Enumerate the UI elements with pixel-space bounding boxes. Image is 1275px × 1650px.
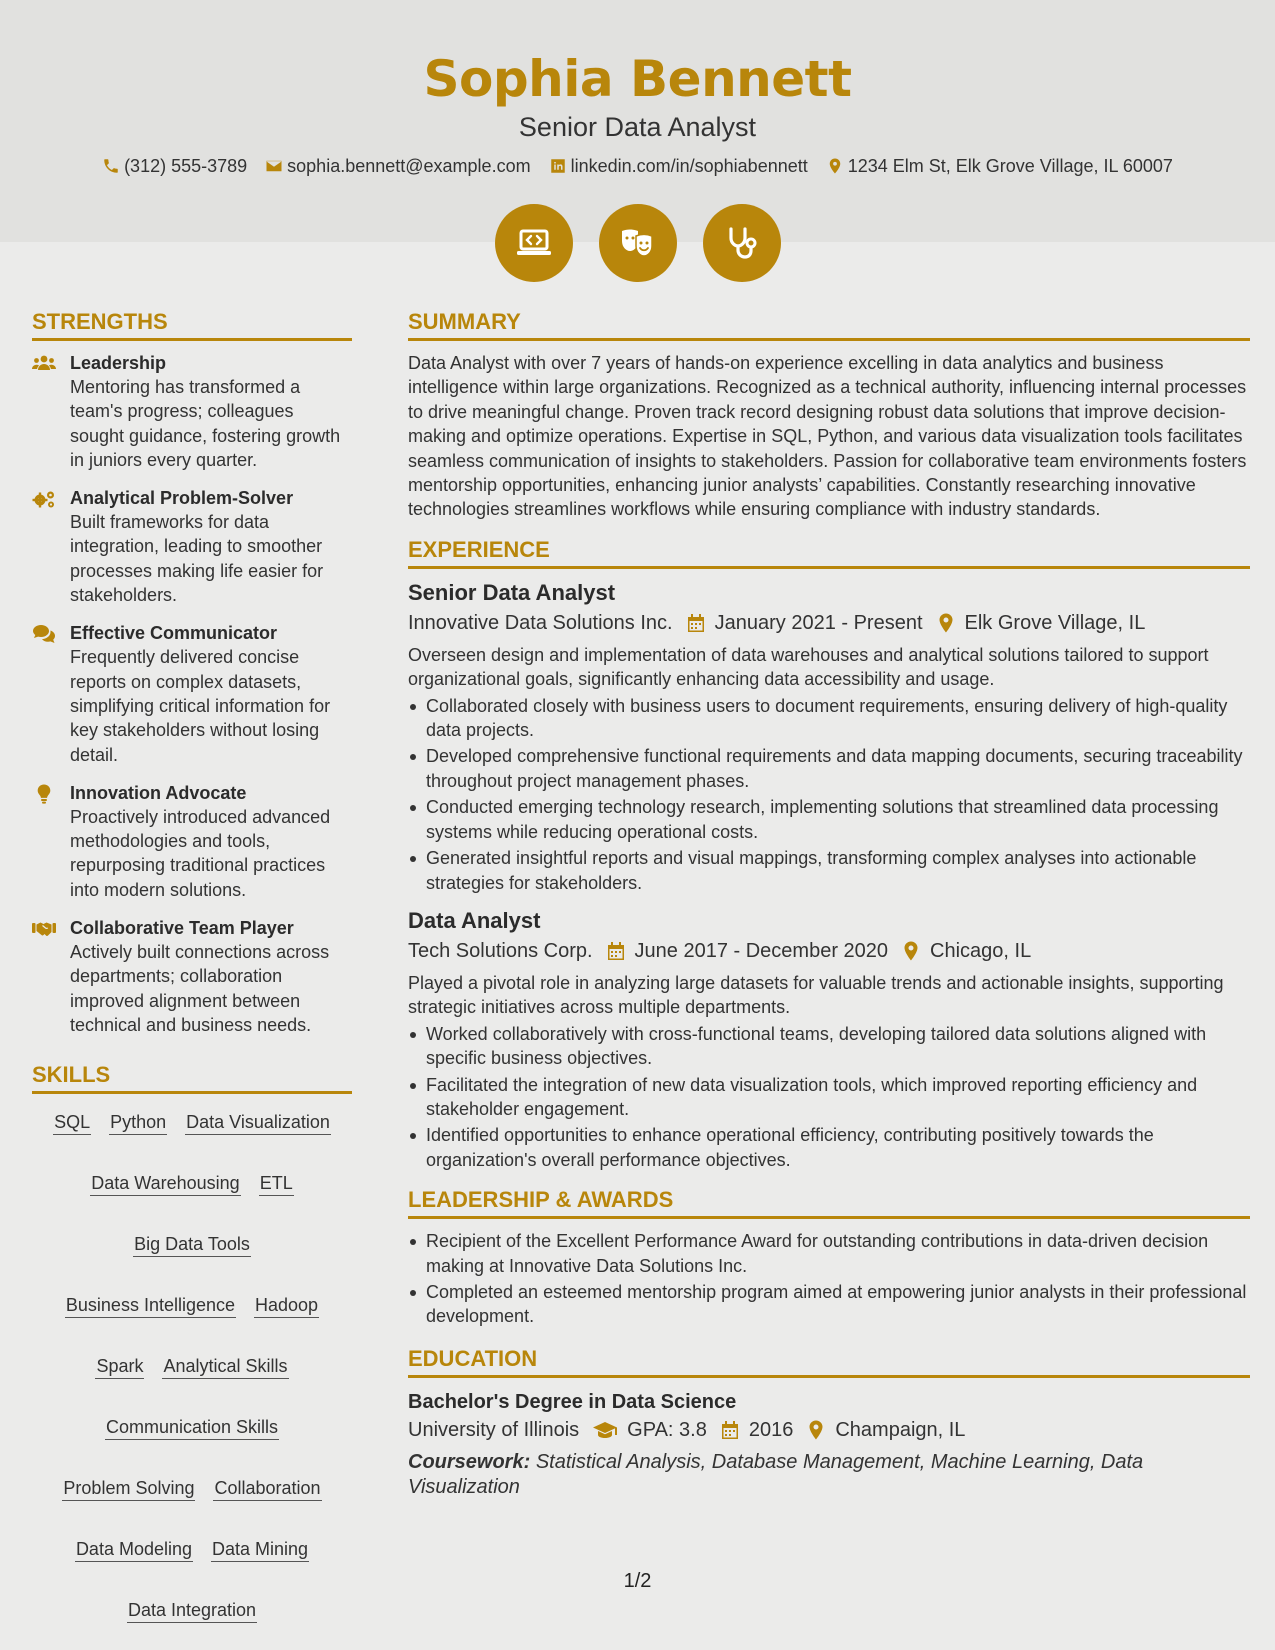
summary-heading: SUMMARY [408,308,1250,341]
lightbulb-icon [32,784,56,804]
strength-desc: Mentoring has transformed a team's progress; colleagues sought guidance, fostering growth in juniors every quarter. [70,377,341,470]
calendar-icon [607,941,625,961]
contact-address [826,154,1173,178]
graduation-year: 2016 [748,1418,794,1441]
job-location: Elk Grove Village, IL [964,611,1146,634]
job-description: Overseen design and implementation of data warehouses and analytical solutions tailored to support organizational goals, significantly enhancing data accessibility and usage. [408,644,1209,690]
linkedin-icon [549,157,567,175]
contact-row [0,154,1275,178]
map-marker-icon [826,157,844,175]
phone-icon [102,157,120,175]
skill-tag: Analytical Skills [162,1354,288,1379]
contact-linkedin[interactable] [549,154,808,178]
skill-tag: Data Visualization [185,1110,331,1135]
job-meta [408,937,1250,965]
address-text: 1234 Elm St, Elk Grove Village, IL 60007 [847,156,1173,176]
linkedin-text: linkedin.com/in/sophiabennett [570,156,808,176]
skill-tag: SQL [53,1110,91,1135]
strength-name: Effective Communicator [70,623,278,644]
job-location: Chicago, IL [930,939,1032,962]
strength-desc: Actively built connections across departments; collaboration improved alignment between technical and business needs. [70,942,330,1035]
skill-tag: Big Data Tools [133,1232,251,1257]
contact-phone[interactable] [102,154,247,178]
job-entry [408,907,1250,1172]
job-description: Played a pivotal role in analyzing large datasets for valuable trends and actionable insights, supporting strategic initiatives across multiple departments. [408,972,1224,1018]
skill-tag: Communication Skills [105,1415,279,1440]
job-entry [408,579,1250,895]
theater-masks-icon [618,223,658,263]
strength-name: Analytical Problem-Solver [70,488,294,509]
users-icon [32,354,56,374]
skill-tag: ETL [259,1171,294,1196]
job-meta [408,609,1250,637]
coursework-text: Statistical Analysis, Database Management, Machine Learning, Data Visualization [408,1450,1144,1498]
strength-name: Innovation Advocate [70,782,247,803]
skill-tag: Data Integration [127,1598,257,1623]
coursework [408,1450,1250,1500]
graduation-cap-icon [593,1420,617,1440]
school-name: University of Illinois [408,1418,580,1441]
strength-desc: Built frameworks for data integration, leading to smoother processes making life easier for stakeholders. [70,512,324,606]
skill-tag: Problem Solving [62,1476,195,1501]
skill-tag: Business Intelligence [65,1293,236,1318]
envelope-icon [265,157,283,175]
contact-email[interactable] [265,154,530,178]
skill-tag: Data Warehousing [90,1171,240,1196]
strength-name: Leadership [70,353,167,373]
gpa-text: GPA: 3.8 [627,1418,707,1441]
coursework-label: Coursework: [408,1450,531,1473]
candidate-title: Senior Data Analyst [518,112,757,142]
strengths-heading: STRENGTHS [32,308,352,341]
handshake-icon [32,919,56,939]
awards-heading: LEADERSHIP & AWARDS [408,1186,1250,1219]
badge-stethoscope [703,204,781,282]
map-marker-icon [807,1420,825,1440]
skill-tag: Data Mining [211,1537,309,1562]
skills-heading: SKILLS [32,1061,352,1094]
right-column [408,308,1250,1500]
strength-desc: Proactively introduced advanced methodologies and tools, repurposing traditional practices into modern solutions. [70,806,331,900]
badge-laptop-code [495,204,573,282]
job-bullet: Collaborated closely with business users to document requirements, ensuring delivery of high-quality data projects. [408,694,1250,743]
strength-item [32,916,352,1037]
school-location: Champaign, IL [835,1418,966,1441]
skill-tag: Spark [95,1354,144,1379]
resume-header [0,48,1275,178]
job-bullet: Facilitated the integration of new data visualization tools, which improved reporting efficiency and stakeholder engagement. [408,1073,1250,1122]
calendar-icon [721,1420,739,1440]
email-text: sophia.bennett@example.com [287,156,531,176]
job-dates: June 2017 - December 2020 [634,939,889,962]
interest-badges [0,204,1275,282]
job-bullet: Developed comprehensive functional requirements and data mapping documents, securing traceability throughout project management phases. [408,744,1250,793]
skill-tag: Python [109,1110,167,1135]
badge-theater-masks [599,204,677,282]
skill-tag: Collaboration [213,1476,321,1501]
strength-item [32,621,352,766]
left-column [32,308,352,1623]
candidate-name: Sophia Bennett [423,50,852,108]
strength-item [32,781,352,902]
job-dates: January 2021 - Present [714,611,923,634]
job-company: Tech Solutions Corp. [408,939,593,962]
map-marker-icon [937,613,955,633]
strength-name: Collaborative Team Player [70,918,294,939]
education-meta [408,1416,1250,1444]
skill-tag: Hadoop [254,1293,319,1318]
map-marker-icon [902,941,920,961]
gears-icon [32,489,56,509]
job-title: Senior Data Analyst [408,579,616,605]
degree-name: Bachelor's Degree in Data Science [408,1390,737,1413]
experience-heading: EXPERIENCE [408,536,1250,569]
laptop-code-icon [514,223,554,263]
job-bullet: Conducted emerging technology research, implementing solutions that streamlined data processing systems while reducing operational costs. [408,795,1250,844]
strength-item [32,486,352,607]
strength-desc: Frequently delivered concise reports on complex datasets, simplifying critical information for key stakeholders without losing detail. [70,647,331,765]
page-number: 1/2 [623,1570,652,1592]
strength-item [32,351,352,472]
award-item: Recipient of the Excellent Performance Award for outstanding contributions in data-driven decision making at Innovative Data Solutions Inc. [408,1229,1250,1278]
job-bullet: Identified opportunities to enhance operational efficiency, contributing positively towards the organization's overall performance objectives. [408,1123,1250,1172]
skills-list [32,1104,352,1623]
job-bullets [408,694,1250,895]
award-item: Completed an esteemed mentorship program aimed at empowering junior analysts in their professional development. [408,1280,1250,1329]
job-company: Innovative Data Solutions Inc. [408,611,673,634]
job-bullet: Generated insightful reports and visual mappings, transforming complex analyses into actionable strategies for stakeholders. [408,846,1250,895]
job-title: Data Analyst [408,907,541,933]
awards-list [408,1229,1250,1329]
stethoscope-icon [722,223,762,263]
calendar-icon [687,613,705,633]
summary-text: Data Analyst with over 7 years of hands-on experience excelling in data analytics and business intelligence within large organizations. Recognized as a technical authority, influencing internal processes to drive meaningful change. Proven track record designing robust data solutions that improve decision-making and optimize operations. Expertise in SQL, Python, and various data visualization tools facilitates seamless communication of insights to stakeholders. Passion for collaborative team environments fosters mentorship opportunities, enhancing junior analysts’ capabilities. Constantly researching innovative technologies streamlines workflows while ensuring compliance with industry standards. [408,353,1247,520]
comments-icon [32,624,56,644]
job-bullet: Worked collaboratively with cross-functional teams, developing tailored data solutions aligned with specific business objectives. [408,1022,1250,1071]
job-bullets [408,1022,1250,1172]
phone-text: (312) 555-3789 [124,156,248,176]
education-heading: EDUCATION [408,1345,1250,1378]
skill-tag: Data Modeling [75,1537,193,1562]
